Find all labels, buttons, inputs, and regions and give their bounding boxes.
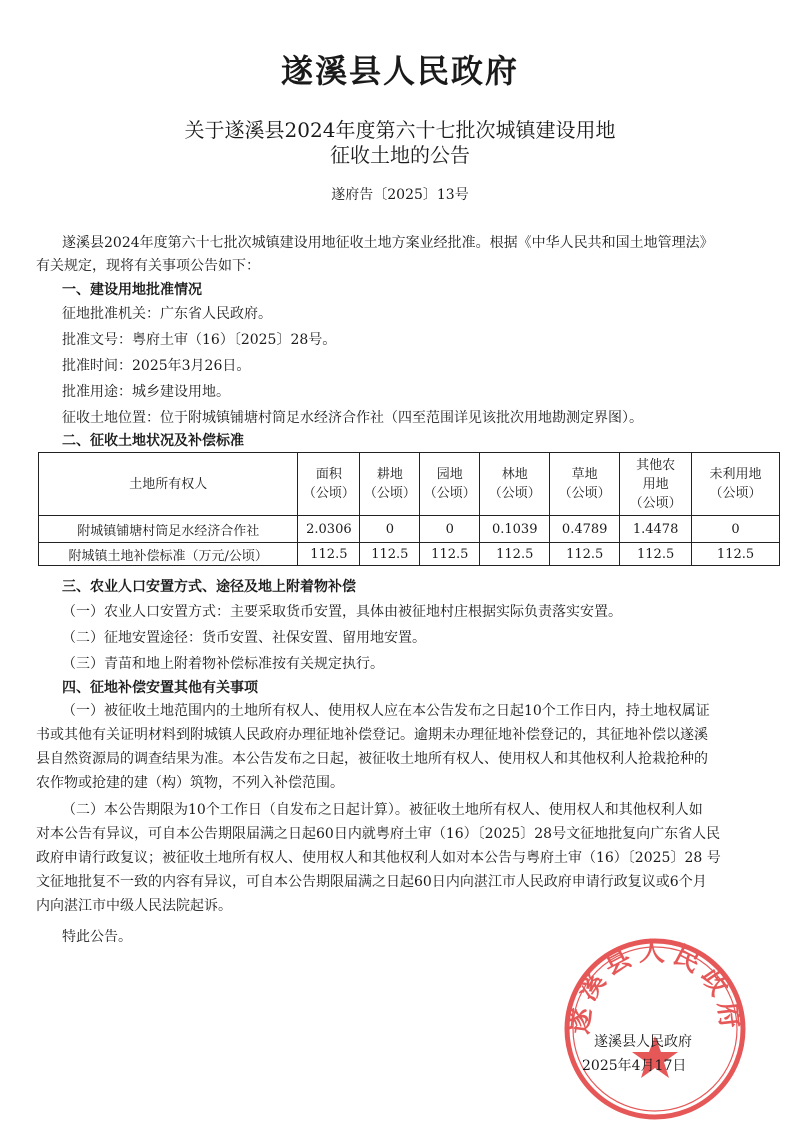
land-location: 征收土地位置：位于附城镇铺塘村筒足水经济合作社（四至范围详见该批次用地勘测定界图）。 [62, 410, 643, 426]
section3-heading: 三、农业人口安置方式、途径及地上附着物补偿 [62, 579, 356, 595]
section4-heading: 四、征地补偿安置其他有关事项 [62, 680, 258, 696]
section1-heading: 一、建设用地批准情况 [62, 282, 202, 298]
cell-standard-grass: 112.5 [550, 543, 620, 566]
notice-p1-line1: （一）被征收土地范围内的土地所有权人、使用权人应在本公告发布之日起10个工作日内，持土地权属证 [62, 703, 710, 719]
approval-date: 批准时间：2025年3月26日。 [62, 358, 251, 374]
table-row [39, 516, 780, 543]
resettlement-channels: （二）征地安置途径：货币安置、社保安置、留用地安置。 [62, 630, 426, 646]
approval-authority: 征地批准机关：广东省人民政府。 [62, 306, 272, 322]
document-title-line1: 关于遂溪县2024年度第六十七批次城镇建设用地 [184, 118, 616, 142]
cell-grass: 0.4789 [550, 516, 620, 543]
cell-standard-unused: 112.5 [692, 543, 780, 566]
approval-purpose: 批准用途：城乡建设用地。 [62, 384, 230, 400]
document-number: 遂府告〔2025〕13号 [331, 187, 469, 203]
notice-p2-line4: 文征地批复不一致的内容有异议，可自本公告期限届满之日起60日内向湛江市人民政府申请行政复议或6个月 [36, 874, 707, 890]
header-unused: 未利用地 （公顷） [692, 453, 780, 516]
signature-org: 遂溪县人民政府 [594, 1034, 692, 1050]
cell-forest: 0.1039 [480, 516, 550, 543]
cell-area: 2.0306 [298, 516, 360, 543]
header-owner: 土地所有权人 [39, 453, 298, 516]
notice-p2-line3: 政府申请行政复议；被征收土地所有权人、使用权人和其他权利人如对本公告与粤府土审（16）〔2025〕28 号 [36, 850, 721, 866]
notice-p2-line1: （二）本公告期限为10个工作日（自发布之日起计算）。被征收土地所有权人、使用权人和其他权利人如 [62, 802, 703, 818]
crop-compensation: （三）青苗和地上附着物补偿标准按有关规定执行。 [62, 656, 384, 672]
intro-line-2: 有关规定，现将有关事项公告如下： [36, 258, 260, 274]
cell-standard-area: 112.5 [298, 543, 360, 566]
header-garden: 园地 （公顷） [420, 453, 480, 516]
notice-p1-line3: 县自然资源局的调查结果为准。本公告发布之日起，被征收土地所有权人、使用权人和其他权利人抢栽抢种的 [36, 751, 708, 767]
document-title-line2: 征收土地的公告 [330, 143, 470, 167]
header-other-agri: 其他农 用地 （公顷） [620, 453, 692, 516]
table-row [39, 543, 780, 566]
land-status-table [38, 452, 780, 566]
table-header-row [39, 453, 780, 516]
cell-unused: 0 [692, 516, 780, 543]
cell-standard-label: 附城镇土地补偿标准（万元/公顷） [39, 543, 298, 566]
notice-p2-line2: 对本公告有异议，可自本公告期限届满之日起60日内就粤府土审（16）〔2025〕28号文征地批复向广东省人民 [36, 826, 721, 842]
approval-document-number: 批准文号：粤府土审（16）〔2025〕28号。 [62, 332, 337, 348]
intro-line-1: 遂溪县2024年度第六十七批次城镇建设用地征收土地方案业经批准。根据《中华人民共和国土地管理法》 [62, 235, 714, 251]
closing-remark: 特此公告。 [62, 929, 132, 945]
header-forest: 林地 （公顷） [480, 453, 550, 516]
cell-standard-other-agri: 112.5 [620, 543, 692, 566]
cell-standard-garden: 112.5 [420, 543, 480, 566]
resettlement-method: （一）农业人口安置方式：主要采取货币安置，具体由被征地村庄根据实际负责落实安置。 [62, 604, 622, 620]
header-area: 面积 （公顷） [298, 453, 360, 516]
official-seal-icon [562, 936, 748, 1122]
notice-p1-line2: 书或其他有关证明材料到附城镇人民政府办理征地补偿登记。逾期未办理征地补偿登记的，其征地补偿以遂溪 [36, 727, 708, 743]
cell-other-agri: 1.4478 [620, 516, 692, 543]
notice-p2-line5: 内向湛江市中级人民法院起诉。 [36, 898, 232, 914]
header-grass: 草地 （公顷） [550, 453, 620, 516]
cell-standard-arable: 112.5 [360, 543, 420, 566]
section2-heading: 二、征收土地状况及补偿标准 [62, 433, 244, 449]
signature-date: 2025年4月17日 [582, 1058, 687, 1074]
svg-text:遂溪县人民政府: 遂溪县人民政府 [564, 937, 746, 1036]
cell-standard-forest: 112.5 [480, 543, 550, 566]
org-title: 遂溪县人民政府 [280, 52, 519, 90]
cell-garden: 0 [420, 516, 480, 543]
cell-arable: 0 [360, 516, 420, 543]
cell-owner: 附城镇铺塘村筒足水经济合作社 [39, 516, 298, 543]
header-arable: 耕地 （公顷） [360, 453, 420, 516]
notice-p1-line4: 农作物或抢建的建（构）筑物，不列入补偿范围。 [36, 775, 344, 791]
